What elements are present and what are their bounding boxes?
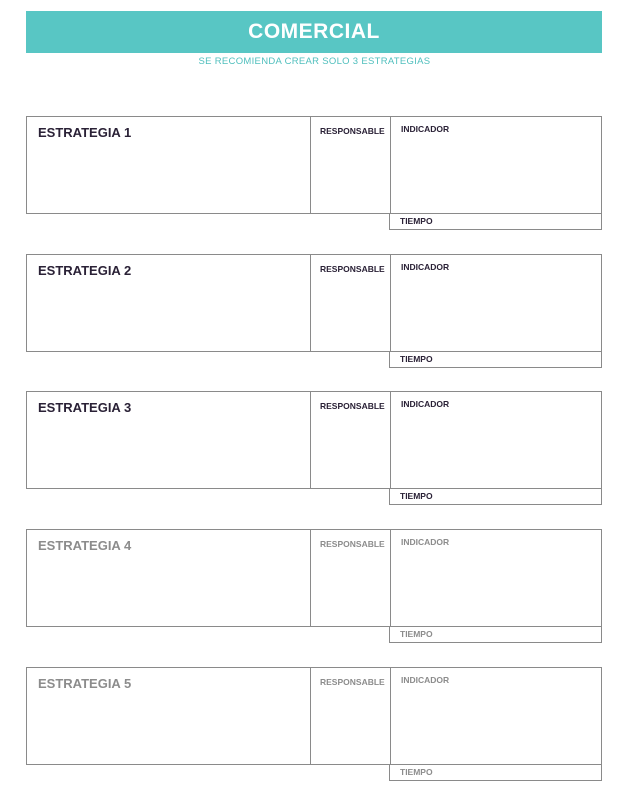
strategy-title: ESTRATEGIA 5: [38, 676, 132, 691]
responsable-label: RESPONSABLE: [320, 677, 385, 687]
strategy-box[interactable]: [26, 391, 602, 489]
indicador-label: INDICADOR: [401, 537, 450, 547]
tiempo-cell[interactable]: [389, 351, 602, 368]
responsable-cell[interactable]: [310, 117, 391, 213]
responsable-label: RESPONSABLE: [320, 126, 385, 136]
page-subtitle: SE RECOMIENDA CREAR SOLO 3 ESTRATEGIAS: [198, 56, 431, 67]
page-title: COMERCIAL: [248, 20, 380, 43]
tiempo-label: TIEMPO: [400, 216, 433, 226]
strategy-box[interactable]: [26, 667, 602, 765]
strategy-title: ESTRATEGIA 2: [38, 263, 132, 278]
strategy-block-2: [26, 254, 602, 370]
page-title-banner: [26, 11, 602, 53]
tiempo-label: TIEMPO: [400, 354, 433, 364]
strategy-block-3: [26, 391, 602, 507]
tiempo-label: TIEMPO: [400, 629, 433, 639]
strategy-block-4: [26, 529, 602, 645]
strategy-box[interactable]: [26, 254, 602, 352]
tiempo-cell[interactable]: [389, 764, 602, 781]
strategy-block-1: [26, 116, 602, 232]
tiempo-label: TIEMPO: [400, 491, 433, 501]
indicador-label: INDICADOR: [401, 262, 450, 272]
tiempo-cell[interactable]: [389, 626, 602, 643]
tiempo-cell[interactable]: [389, 488, 602, 505]
responsable-label: RESPONSABLE: [320, 401, 385, 411]
responsable-cell[interactable]: [310, 255, 391, 351]
strategy-block-5: [26, 667, 602, 783]
responsable-cell[interactable]: [310, 530, 391, 626]
responsable-label: RESPONSABLE: [320, 264, 385, 274]
strategy-title: ESTRATEGIA 4: [38, 538, 132, 553]
responsable-label: RESPONSABLE: [320, 539, 385, 549]
indicador-label: INDICADOR: [401, 124, 450, 134]
tiempo-cell[interactable]: [389, 213, 602, 230]
strategy-box[interactable]: [26, 529, 602, 627]
strategy-title: ESTRATEGIA 1: [38, 125, 132, 140]
indicador-label: INDICADOR: [401, 399, 450, 409]
tiempo-label: TIEMPO: [400, 767, 433, 777]
strategy-box[interactable]: [26, 116, 602, 214]
indicador-label: INDICADOR: [401, 675, 450, 685]
responsable-cell[interactable]: [310, 668, 391, 764]
responsable-cell[interactable]: [310, 392, 391, 488]
strategy-title: ESTRATEGIA 3: [38, 400, 132, 415]
